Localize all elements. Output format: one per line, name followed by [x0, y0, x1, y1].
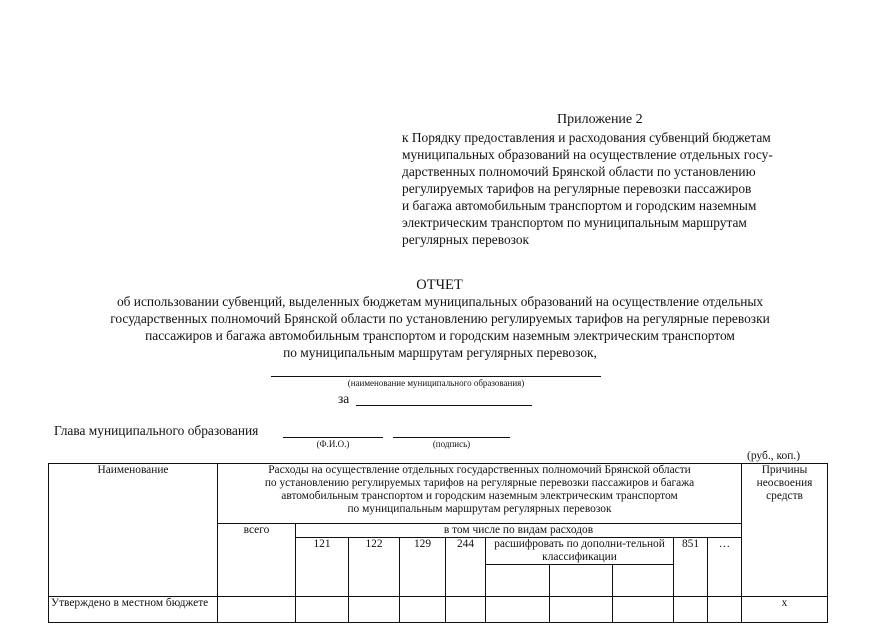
municipality-caption: (наименование муниципального образования) — [347, 378, 525, 388]
municipality-name-field[interactable] — [271, 362, 601, 377]
value-cell[interactable] — [708, 597, 742, 623]
appendix-title: Приложение 2 — [557, 112, 643, 127]
fio-caption: (Ф.И.О.) — [316, 439, 350, 449]
col-header-code-129: 129 — [400, 538, 446, 597]
report-subtitle-line: об использовании субвенций, выделенных бюджетам муниципальных образований на осуществление отдельных — [116, 294, 764, 309]
head-label: Глава муниципального образования — [54, 423, 259, 438]
signature-caption: (подпись) — [432, 439, 471, 449]
appendix-line: электрическим транспортом по муниципальным маршрутам — [402, 215, 747, 230]
col-header-name: Наименование — [49, 464, 218, 597]
value-cell[interactable] — [349, 597, 400, 623]
appendix-line: и багажа автомобильным транспортом и городским наземным — [402, 198, 757, 213]
value-cell[interactable] — [218, 597, 296, 623]
col-header-expenses — [218, 464, 742, 524]
report-subtitle-line: пассажиров и багажа автомобильным транспортом и городским наземным электрическим транспортом — [145, 328, 735, 343]
appendix-line: регулируемых тарифов на регулярные перевозки пассажиров — [402, 181, 752, 196]
col-header-code-121: 121 — [296, 538, 349, 597]
value-cell[interactable] — [613, 597, 674, 623]
col-header-additional: расшифровать по дополни-тельной классификации — [486, 538, 674, 565]
value-cell[interactable] — [486, 597, 550, 623]
value-cell[interactable] — [400, 597, 446, 623]
value-cell[interactable] — [674, 597, 708, 623]
col-header-expenses-line: Расходы на осуществление отдельных государственных полномочий Брянской области — [268, 464, 691, 476]
col-header-expenses-line: автомобильным транспортом и городским наземным электрическим транспортом — [281, 490, 678, 502]
report-title: ОТЧЕТ — [416, 277, 463, 293]
appendix-line: регулярных перевозок — [402, 232, 530, 247]
additional-subcolumn — [550, 565, 613, 597]
report-subtitle-line: по муниципальным маршрутам регулярных перевозок, — [283, 345, 597, 360]
col-header-reasons: Причины неосвоения средств — [742, 464, 828, 597]
report-subtitle — [40, 293, 840, 361]
period-label: за — [338, 391, 350, 406]
reasons-cell: x — [742, 597, 828, 623]
value-cell[interactable] — [550, 597, 613, 623]
appendix-line: муниципальных образований на осуществление отдельных госу- — [402, 147, 773, 162]
appendix-text — [402, 129, 822, 248]
head-signature-field[interactable] — [393, 423, 510, 438]
report-subtitle-line: государственных полномочий Брянской области по установлению регулируемых тарифов на регулярные перевозки — [110, 311, 770, 326]
value-cell[interactable] — [296, 597, 349, 623]
period-field[interactable] — [356, 391, 532, 406]
report-table — [48, 463, 828, 623]
appendix-line: к Порядку предоставления и расходования субвенций бюджетам — [402, 130, 771, 145]
appendix-line: дарственных полномочий Брянской области по установлению — [402, 164, 756, 179]
row-label-approved: Утверждено в местном бюджете — [49, 597, 218, 623]
value-cell[interactable] — [446, 597, 486, 623]
col-header-expenses-line: по муниципальным маршрутам регулярных перевозок — [347, 503, 612, 515]
currency-note: (руб., коп.) — [747, 450, 801, 462]
col-header-ellipsis: … — [708, 538, 742, 597]
col-header-expenses-line: по установлению регулируемых тарифов на регулярные перевозки пассажиров и багажа — [264, 477, 695, 489]
additional-subcolumn — [486, 565, 550, 597]
col-header-code-851: 851 — [674, 538, 708, 597]
additional-subcolumn — [613, 565, 674, 597]
col-header-including: в том числе по видам расходов — [296, 524, 742, 538]
col-header-code-122: 122 — [349, 538, 400, 597]
head-fio-field[interactable] — [283, 423, 383, 438]
col-header-code-244: 244 — [446, 538, 486, 597]
col-header-total: всего — [218, 524, 296, 597]
